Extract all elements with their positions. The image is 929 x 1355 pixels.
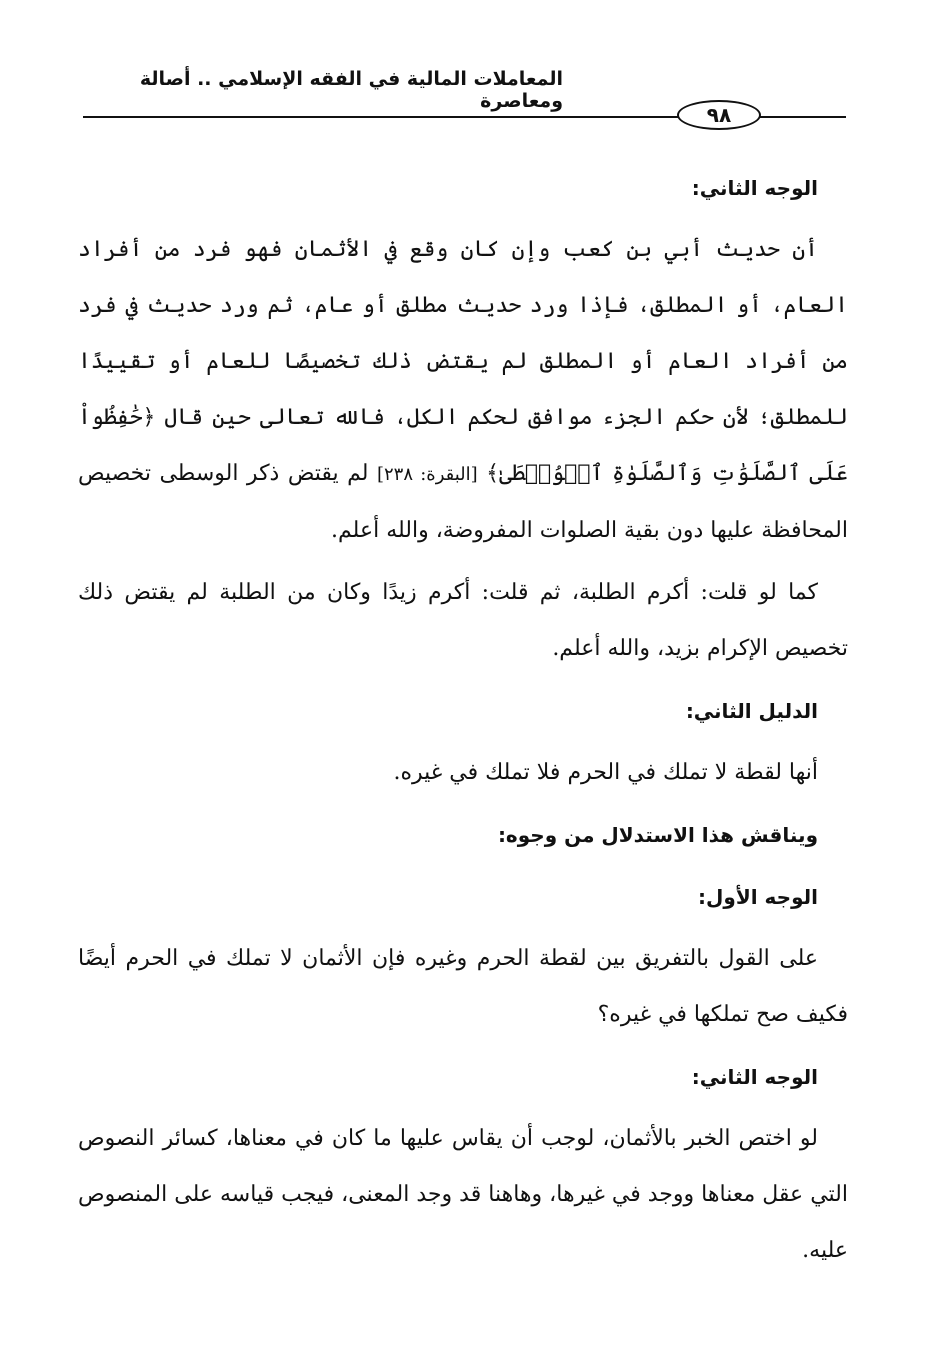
paragraph: أنها لقطة لا تملك في الحرم فلا تملك في غيره. [393, 760, 818, 785]
paragraph: لو اختص الخبر بالأثمان، لوجب أن يقاس عليها ما كان في معناها، كسائر النصوص التي عقل معناها ووجد في غيرها، وهاهنا قد وجد المعنى، فيجب قياسه على المنصوص عليه. [78, 1126, 848, 1263]
body-text [78, 160, 848, 1285]
paragraph: كما لو قلت: أكرم الطلبة، ثم قلت: أكرم زيدًا وكان من الطلبة لم يقتض ذلك تخصيص الإكرام بزيد، والله أعلم. [78, 580, 848, 661]
paragraph-text: أن حديث أبي بن كعب وإن كان وقع في الأثمان فهو فرد من أفراد العام، أو المطلق، فإذا ورد حديث مطلق أو عام، ثم ورد حديث في فرد من أفراد العام أو المطلق لم يقتض ذلك تخصيصًا للعام أو تقييدًا للمطلق؛ لأن حكم الجزء موافق لحكم الكل، فالله تعالى حين قال [78, 237, 848, 430]
verse-reference: [البقرة: ٢٣٨] [376, 464, 478, 485]
section-heading: الوجه الأول: [698, 885, 818, 909]
page-number: ٩٨ [677, 100, 761, 130]
section-heading: الوجه الثاني: [691, 1065, 818, 1089]
section-heading: ويناقش هذا الاستدلال من وجوه: [497, 823, 818, 847]
running-header: المعاملات المالية في الفقه الإسلامي .. أصالة ومعاصرة [139, 68, 563, 112]
quran-verse: ﴿حَٰفِظُواْ عَلَى ٱلصَّلَوَٰتِ وَٱلصَّلَوٰةِ ٱلۡوُسۡطَىٰ﴾ [78, 405, 848, 486]
paragraph-text: لم يقتض ذكر الوسطى تخصيص المحافظة عليها دون بقية الصلوات المفروضة، والله أعلم. [78, 461, 848, 543]
paragraph: على القول بالتفريق بين لقطة الحرم وغيره فإن الأثمان لا تملك في الحرم أيضًا فكيف صح تملكها في غيره؟ [78, 946, 848, 1027]
paragraph [78, 222, 848, 559]
section-heading: الدليل الثاني: [685, 699, 818, 723]
section-heading: الوجه الثاني: [691, 176, 818, 200]
